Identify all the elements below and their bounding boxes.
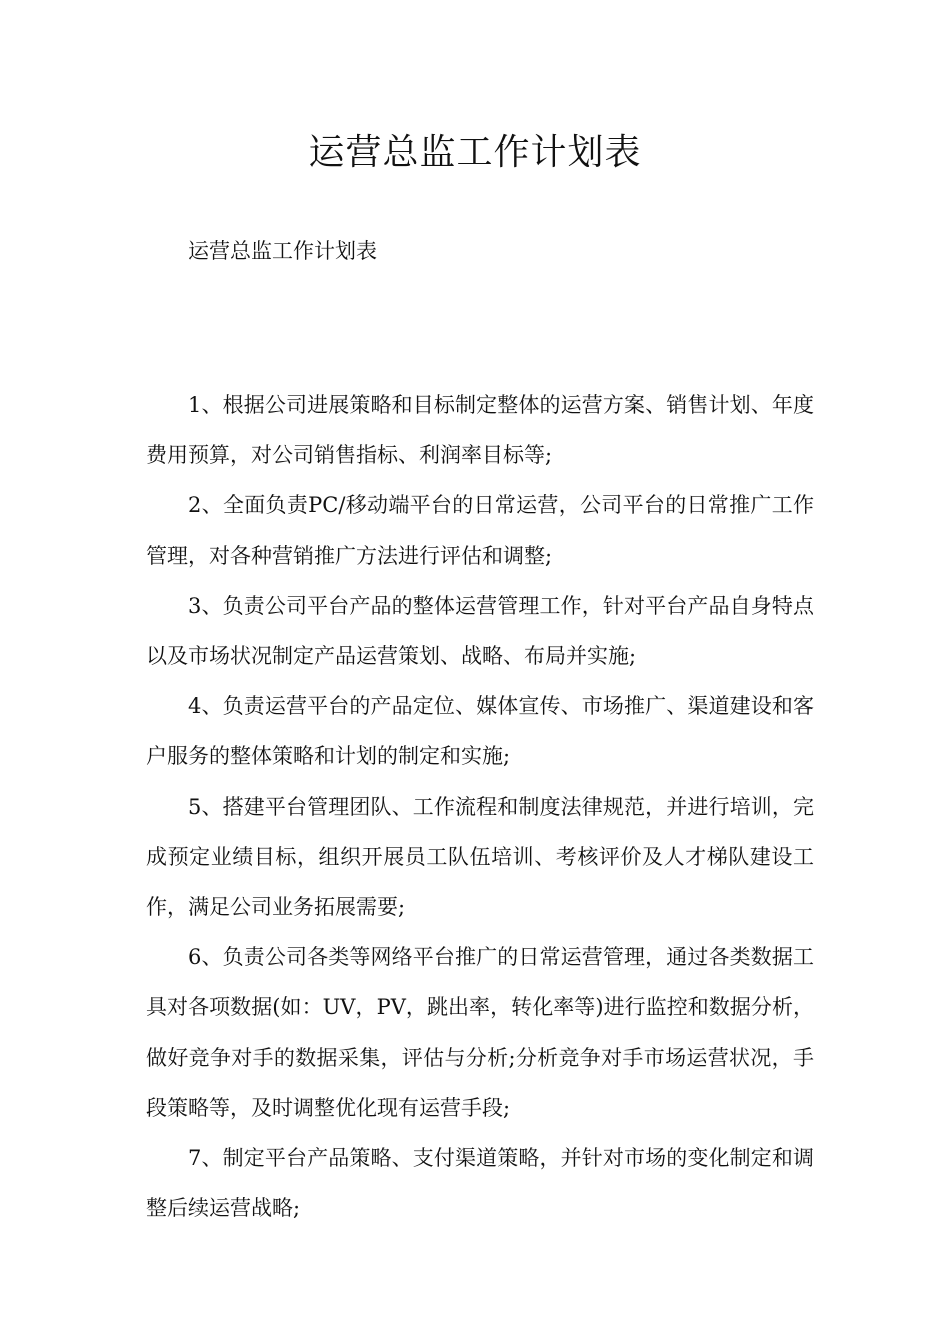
document-title: 运营总监工作计划表 bbox=[308, 132, 642, 173]
paragraph-6: 6、负责公司各类等网络平台推广的日常运营管理，通过各类数据工具对各项数据(如：UV，PV，跳出率，转化率等)进行监控和数据分析，做好竞争对手的数据采集，评估与分析;分析竞争对手市场运营状况，手段策略等，及时调整优化现有运营手段; bbox=[146, 945, 814, 1120]
paragraph-2: 2、全面负责PC/移动端平台的日常运营，公司平台的日常推广工作管理，对各种营销推广方法进行评估和调整; bbox=[146, 493, 814, 568]
paragraph-1: 1、根据公司进展策略和目标制定整体的运营方案、销售计划、年度费用预算，对公司销售指标、利润率目标等; bbox=[146, 393, 814, 468]
paragraph-3: 3、负责公司平台产品的整体运营管理工作，针对平台产品自身特点以及市场状况制定产品运营策划、战略、布局并实施; bbox=[146, 593, 814, 669]
paragraph-4: 4、负责运营平台的产品定位、媒体宣传、市场推广、渠道建设和客户服务的整体策略和计划的制定和实施; bbox=[146, 694, 814, 769]
paragraph-7: 7、制定平台产品策略、支付渠道策略，并针对市场的变化制定和调整后续运营战略; bbox=[146, 1146, 814, 1221]
document-body bbox=[146, 380, 814, 1233]
document-subtitle: 运营总监工作计划表 bbox=[188, 239, 377, 263]
paragraph-5: 5、搭建平台管理团队、工作流程和制度法律规范，并进行培训，完成预定业绩目标，组织开展员工队伍培训、考核评价及人才梯队建设工作，满足公司业务拓展需要; bbox=[146, 794, 814, 920]
